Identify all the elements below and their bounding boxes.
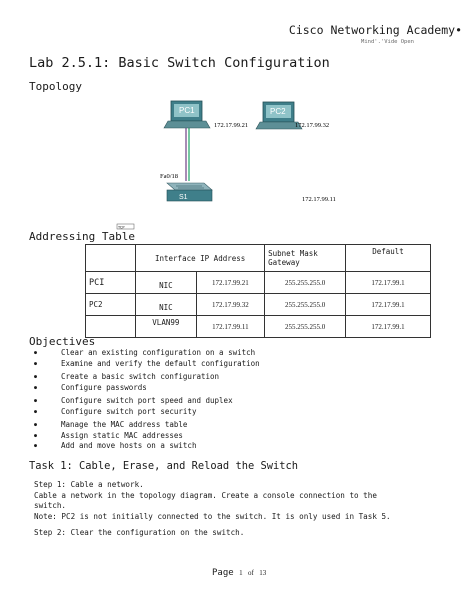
list-item: ● Configure switch port security [34, 407, 260, 418]
switch-label: S1 [179, 194, 188, 201]
list-item: ● Configure passwords [34, 383, 260, 394]
table-header-cell [86, 245, 136, 272]
interface-cell: VLAN99 [136, 316, 196, 338]
academy-header: Cisco Networking Academy• [288, 23, 462, 37]
topology-tag: TCP [118, 225, 125, 230]
table-header-cell: Interface IP Address [136, 245, 265, 272]
page-word: Page [212, 568, 234, 578]
switch-icon [167, 183, 212, 201]
page-number: 1 [239, 569, 243, 577]
step1-paragraph: Cable a network in the topology diagram. Create a console connection to the [34, 491, 377, 500]
page-footer [212, 568, 266, 578]
ip-cell: 172.17.99.21 [196, 272, 265, 294]
pc2-ip-label: 172.17.99.32 [295, 122, 330, 129]
device-cell: PC2 [86, 294, 136, 316]
step1-text: Step 1: Cable a network. [34, 480, 144, 489]
page-title: Lab 2.5.1: Basic Switch Configuration [29, 55, 330, 71]
ip-cell: 172.17.99.32 [196, 294, 265, 316]
task1-heading: Task 1: Cable, Erase, and Reload the Switch [29, 460, 298, 472]
table-row [86, 272, 431, 294]
objectives-list [34, 348, 260, 452]
interface-cell: NIC [136, 272, 196, 294]
addressing-table [85, 244, 431, 338]
table-header-cell: Subnet Mask Gateway [265, 245, 346, 272]
switch-ip-label: 172.17.99.11 [302, 196, 336, 203]
table-row [86, 294, 431, 316]
list-item: ● Examine and verify the default configuration [34, 359, 260, 370]
page-total: 13 [259, 569, 267, 577]
table-header-row [86, 245, 431, 272]
of-word: of [248, 569, 254, 577]
list-item: ● Manage the MAC address table [34, 420, 260, 431]
list-item: ● Add and move hosts on a switch [34, 441, 260, 452]
mask-cell: 255.255.255.0 [265, 272, 346, 294]
objectives-heading: Objectives [29, 335, 96, 348]
note-text: Note: PC2 is not initially connected to the switch. It is only used in Task 5. [34, 512, 391, 521]
pc1-ip-label: 172.17.99.21 [214, 122, 249, 129]
gateway-cell: 172.17.99.1 [346, 316, 431, 338]
gateway-cell: 172.17.99.1 [346, 272, 431, 294]
mask-cell: 255.255.255.0 [265, 316, 346, 338]
table-header-cell: Default [346, 245, 431, 272]
switch-port-label: Fa0/18 [160, 173, 179, 180]
academy-tagline: Mind'.'Vide Open [361, 39, 414, 45]
list-item: ● Create a basic switch configuration [34, 372, 260, 383]
addressing-heading: Addressing Table [29, 230, 135, 243]
table-row [86, 316, 431, 338]
list-item: ● Clear an existing configuration on a switch [34, 348, 260, 359]
ip-cell: 172.17.99.11 [196, 316, 265, 338]
pc2-label: PC2 [270, 107, 286, 116]
pc1-label: PC1 [179, 106, 195, 115]
gateway-cell: 172.17.99.1 [346, 294, 431, 316]
step1-paragraph-cont: switch. [34, 501, 67, 510]
step2-text: Step 2: Clear the configuration on the switch. [34, 528, 245, 537]
mask-cell: 255.255.255.0 [265, 294, 346, 316]
interface-cell: NIC [136, 294, 196, 316]
device-cell: PCI [86, 272, 136, 294]
topology-heading: Topology [29, 80, 82, 93]
list-item: ● Configure switch port speed and duplex [34, 396, 260, 407]
list-item: ● Assign static MAC addresses [34, 431, 260, 442]
